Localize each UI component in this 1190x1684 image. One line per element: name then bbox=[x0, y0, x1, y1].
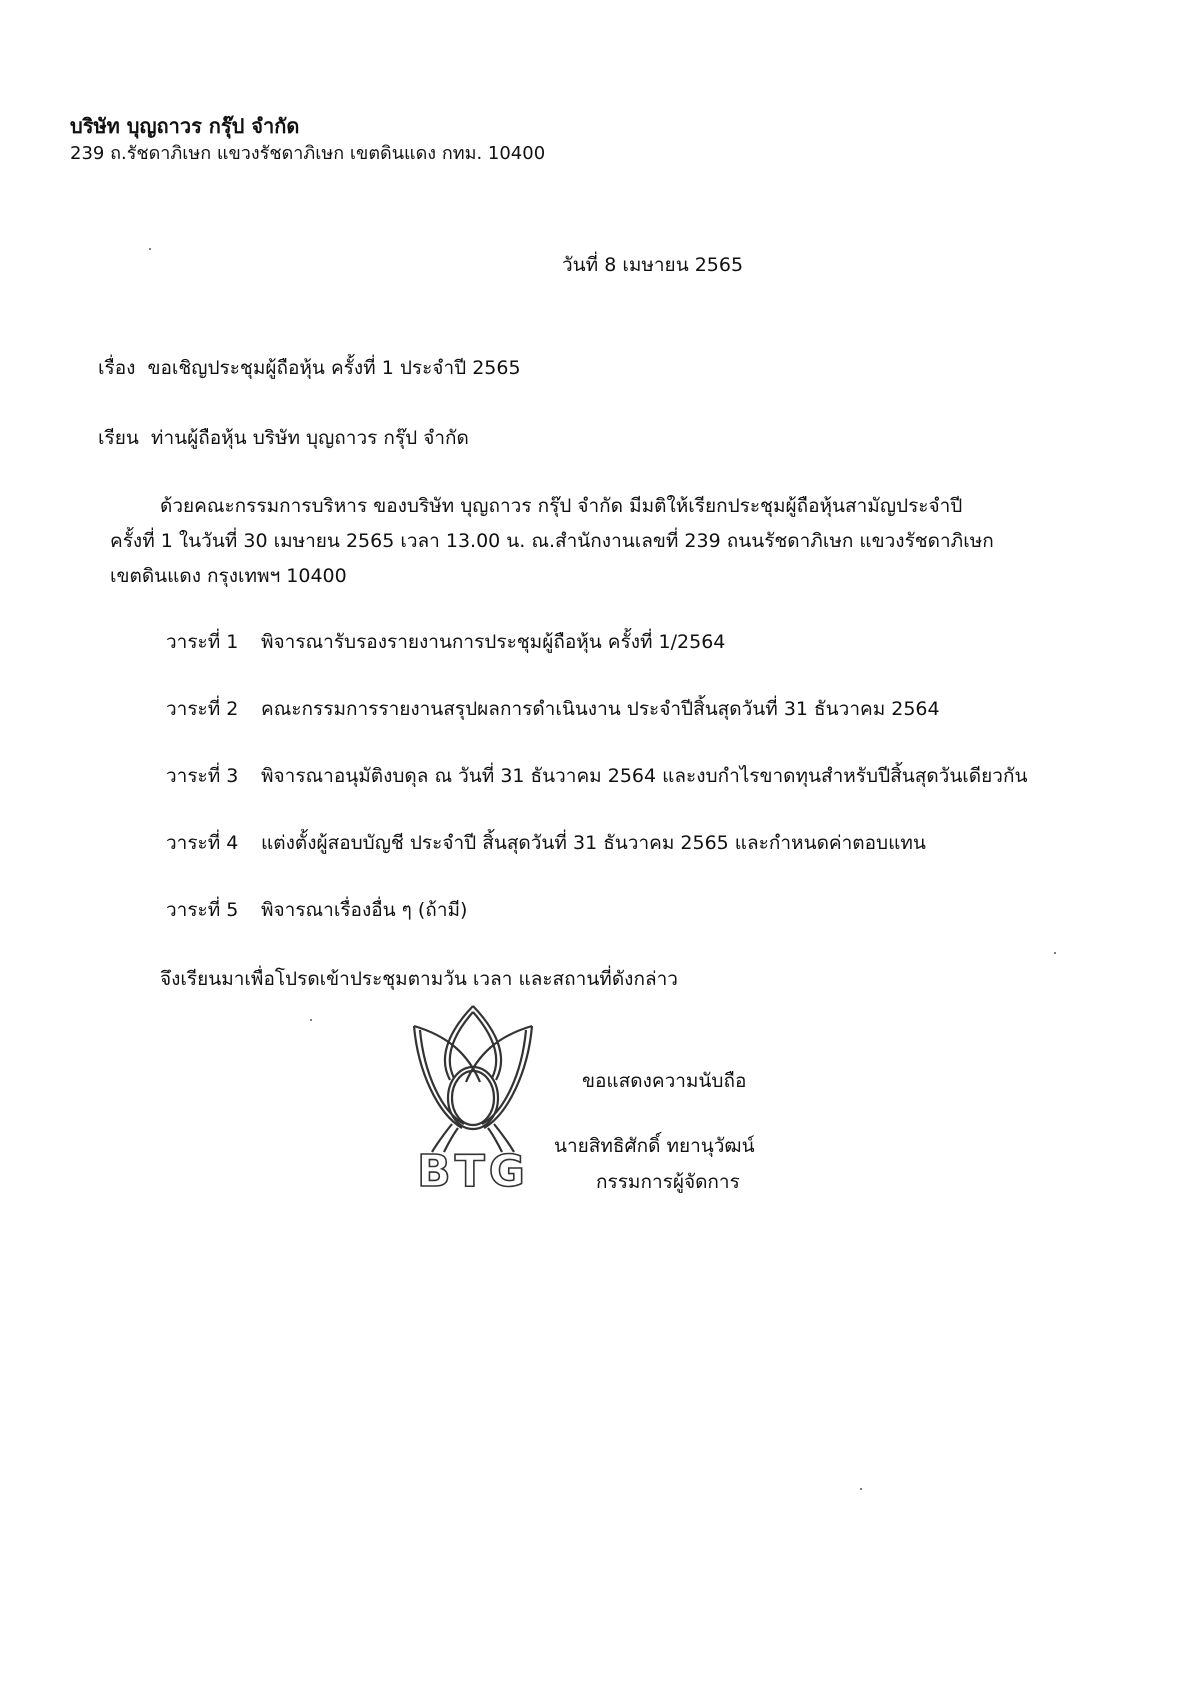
agenda-text: แต่งตั้งผู้สอบบัญชี ประจำปี สิ้นสุดวันที่ 31 ธันวาคม 2565 และกำหนดค่าตอบแทน bbox=[261, 832, 926, 854]
scan-speck bbox=[149, 248, 151, 250]
agenda-item bbox=[166, 828, 926, 858]
regards-text: ขอแสดงความนับถือ bbox=[582, 1070, 747, 1092]
scan-speck bbox=[1054, 952, 1056, 954]
agenda-number: วาระที่ 2 bbox=[166, 698, 239, 720]
salutation-text: ท่านผู้ถือหุ้น บริษัท บุญถาวร กรุ๊ป จำกัด bbox=[150, 427, 469, 449]
closing-sentence: จึงเรียนมาเพื่อโปรดเข้าประชุมตามวัน เวลา และสถานที่ดังกล่าว bbox=[160, 968, 678, 990]
agenda-number: วาระที่ 5 bbox=[166, 899, 239, 921]
company-address: 239 ถ.รัชดาภิเษก แขวงรัชดาภิเษก เขตดินแดง กทม. 10400 bbox=[70, 143, 546, 164]
lotus-logo-icon bbox=[408, 1002, 538, 1197]
company-name: บริษัท บุญถาวร กรุ๊ป จำกัด bbox=[70, 114, 300, 138]
scan-speck bbox=[860, 1488, 862, 1490]
letter-date: วันที่ 8 เมษายน 2565 bbox=[562, 254, 744, 276]
agenda-item bbox=[166, 627, 725, 657]
body-paragraph-line-2: ครั้งที่ 1 ในวันที่ 30 เมษายน 2565 เวลา 13.00 น. ณ.สำนักงานเลขที่ 239 ถนนรัชดาภิเษก แขวงรัชดาภิเษก bbox=[110, 530, 994, 552]
agenda-text: พิจารณาอนุมัติงบดุล ณ วันที่ 31 ธันวาคม 2564 และงบกำไรขาดทุนสำหรับปีสิ้นสุดวันเดียวกัน bbox=[261, 765, 1028, 787]
body-paragraph-line-3: เขตดินแดง กรุงเทพฯ 10400 bbox=[110, 565, 347, 587]
signer-name: นายสิทธิศักดิ์ ทยานุวัฒน์ bbox=[554, 1135, 755, 1157]
agenda-item bbox=[166, 761, 1027, 791]
agenda-text: คณะกรรมการรายงานสรุปผลการดำเนินงาน ประจำปีสิ้นสุดวันที่ 31 ธันวาคม 2564 bbox=[261, 698, 940, 720]
agenda-item bbox=[166, 694, 940, 724]
agenda-number: วาระที่ 3 bbox=[166, 765, 239, 787]
subject-text: ขอเชิญประชุมผู้ถือหุ้น ครั้งที่ 1 ประจำปี 2565 bbox=[147, 357, 521, 379]
agenda-number: วาระที่ 4 bbox=[166, 832, 239, 854]
agenda-item bbox=[166, 895, 467, 925]
scan-speck bbox=[310, 1019, 312, 1021]
signer-position: กรรมการผู้จัดการ bbox=[596, 1171, 740, 1193]
agenda-text: พิจารณาเรื่องอื่น ๆ (ถ้ามี) bbox=[261, 899, 468, 921]
agenda-text: พิจารณารับรองรายงานการประชุมผู้ถือหุ้น ครั้งที่ 1/2564 bbox=[261, 631, 726, 653]
body-paragraph-line-1: ด้วยคณะกรรมการบริหาร ของบริษัท บุญถาวร กรุ๊ป จำกัด มีมติให้เรียกประชุมผู้ถือหุ้นสามัญประจำปี bbox=[160, 495, 963, 517]
salutation-label: เรียน bbox=[98, 427, 139, 449]
agenda-number: วาระที่ 1 bbox=[166, 631, 239, 653]
subject-label: เรื่อง bbox=[98, 357, 136, 379]
salutation-line bbox=[98, 423, 469, 453]
subject-line bbox=[98, 353, 521, 383]
logo-text: BTG bbox=[417, 1146, 529, 1197]
